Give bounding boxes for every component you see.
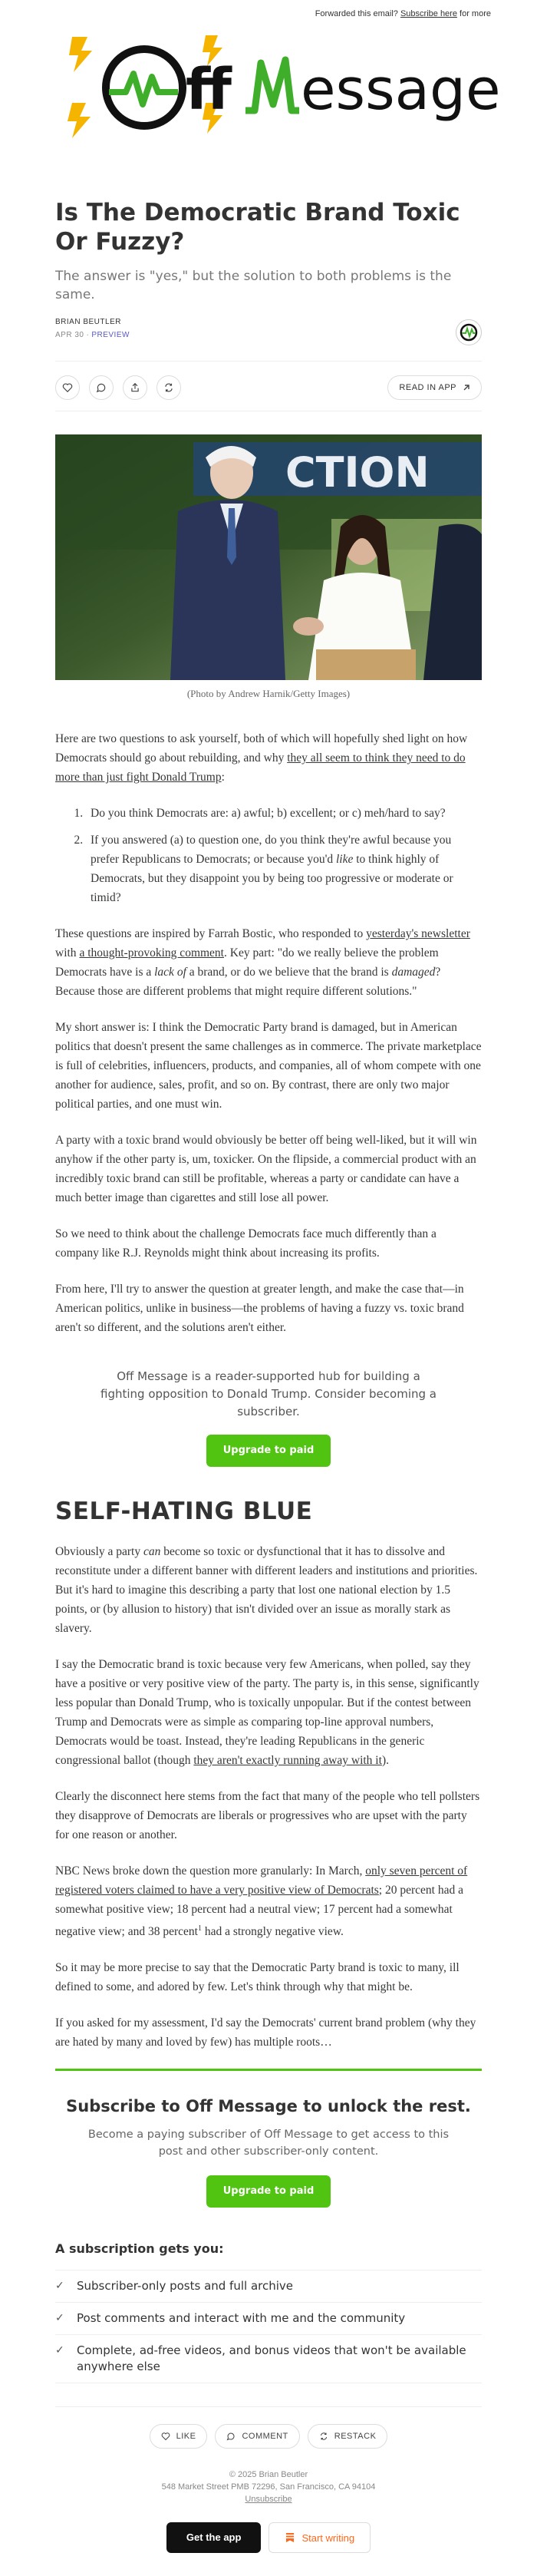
author-name[interactable]: BRIAN BEUTLER — [55, 318, 121, 326]
paragraph — [55, 1861, 482, 1941]
text: Here are two questions to ask yourself, both of which will hopefully shed light on how Democrats should go about rebuilding, and why — [55, 732, 468, 765]
post-title[interactable]: Is The Democratic Brand Toxic Or Fuzzy? — [55, 199, 460, 256]
text: had a strongly negative view. — [201, 1925, 344, 1939]
paragraph — [55, 1542, 482, 1638]
text: with — [55, 946, 80, 959]
check-icon: ✓ — [55, 2344, 64, 2357]
nbc-poll-link[interactable]: only seven percent of registered voters claimed to have a very positive view of Democrats — [55, 1864, 468, 1897]
paragraph: My short answer is: I think the Democratic Party brand is damaged, but in American politics that doesn't present the same challenges as in commerce. The private marketplace is full of celebrities, influencers, products, and companies, all of whom compete with one another for audience, sales, profit, and so on. By contrast, there are only two major political parties, and one must win. — [55, 1021, 482, 1111]
subscribe-here-link[interactable]: Subscribe here — [400, 9, 457, 18]
benefit-text: Subscriber-only posts and full archive — [77, 2279, 294, 2294]
paragraph: Clearly the disconnect here stems from the fact that many of the people who tell pollsters they disapprove of Democrats are liberals or progressives who are upset with the party for one reason or another. — [55, 1790, 480, 1841]
hero-photo[interactable] — [55, 434, 482, 680]
paragraph — [55, 924, 482, 1001]
subscription-benefits — [55, 2241, 482, 2383]
text: NBC News broke down the question more granularly: In March, — [55, 1864, 366, 1878]
emphasis: can — [143, 1545, 161, 1558]
paragraph: From here, I'll try to answer the question at greater length, and make the case that—in American politics, unlike in business—the problems of having a fuzzy vs. toxic brand aren't so different, and the solutions aren't either. — [55, 1283, 464, 1334]
paragraph: A party with a toxic brand would obviously be better off being well-liked, but it will win anyhow if the other party is, um, toxicker. On the flipside, a commercial product with an incredibly toxic brand can still be profitable, whereas a party or candidate can have a much better image than cigarettes and still lose all power. — [55, 1134, 477, 1204]
check-icon: ✓ — [55, 2312, 64, 2325]
text: . Key part: "do we really believe the problem Democrats have is a — [55, 946, 439, 979]
paragraph — [55, 1655, 482, 1770]
text: a brand, or do we believe that the brand is — [186, 966, 392, 979]
restack-button[interactable] — [156, 375, 181, 400]
list-item: 1. Do you think Democrats are: a) awful; b) excellent; or c) meh/hard to say? — [86, 804, 482, 823]
comment-button[interactable] — [89, 375, 114, 400]
text: These questions are inspired by Farrah Bostic, who responded to — [55, 927, 367, 940]
date-text: APR 30 — [55, 331, 84, 339]
restack-label: RESTACK — [334, 2432, 377, 2442]
comment-link[interactable]: a thought-provoking comment — [79, 946, 224, 959]
text: : — [221, 771, 225, 784]
get-the-app-button[interactable]: Get the app — [166, 2522, 262, 2553]
paragraph: If you asked for my assessment, I'd say the Democrats' current brand problem (why they are hated by many and loved by few) has multiple roots… — [55, 2016, 476, 2049]
benefits-heading: A subscription gets you: — [55, 2241, 224, 2257]
text: become so toxic or dysfunctional that it has to dissolve and reconstitute under a different banner with different leaders and institutions and priorities. But it's hard to imagine this describing a party that lost one national election by 1.5 points, or (by allusion to history) that isn't divided over an issue as morally stark as slavery. — [55, 1545, 478, 1635]
logo-text-off: ff — [186, 57, 232, 123]
questions-list — [55, 804, 482, 907]
comment-icon — [96, 382, 107, 393]
pulse-icon — [459, 322, 479, 342]
footer-like-button[interactable] — [150, 2424, 208, 2449]
footer-comment-button[interactable] — [215, 2424, 299, 2449]
unsubscribe-link[interactable]: Unsubscribe — [245, 2495, 292, 2505]
forward-suffix: for more — [460, 9, 491, 18]
forward-line — [0, 0, 537, 23]
arrow-up-right-icon — [463, 384, 470, 391]
post-body-continued — [55, 1542, 482, 2052]
fight-trump-link[interactable]: they all seem to think they need to do more than just fight Donald Trump — [55, 751, 466, 784]
restack-icon — [319, 2432, 328, 2441]
share-button[interactable] — [123, 375, 147, 400]
comment-label: COMMENT — [242, 2432, 288, 2442]
copyright: © 2025 Brian Beutler — [229, 2470, 308, 2480]
post-body — [55, 729, 482, 1337]
banner-text: CTION — [285, 448, 430, 497]
substack-icon — [285, 2532, 295, 2543]
date-separator: ∙ — [86, 331, 90, 339]
post-date — [55, 331, 482, 339]
logo-graphic — [61, 29, 501, 144]
bolt-icon — [68, 103, 91, 138]
publication-avatar[interactable] — [456, 319, 482, 345]
address: 548 Market Street PMB 72296, San Francisco, CA 94104 — [161, 2482, 376, 2492]
paragraph: So we need to think about the challenge Democrats face much differently than a company like R.J. Reynolds might think about increasing its profits. — [55, 1227, 437, 1260]
footer-actions — [55, 2406, 482, 2449]
emphasis: like — [336, 853, 354, 866]
forward-text: Forwarded this email? — [315, 9, 398, 18]
like-label: LIKE — [176, 2432, 196, 2442]
start-writing-button[interactable] — [268, 2522, 371, 2553]
text: If you answered (a) to question one, do you think they're awful because you prefer Republicans to Democrats; or because you'd — [91, 834, 452, 866]
generic-ballot-link[interactable]: they aren't exactly running away with it — [193, 1754, 382, 1767]
share-icon — [130, 382, 140, 393]
text: ). — [381, 1754, 389, 1767]
post-subtitle: The answer is "yes," but the solution to both problems is the same. — [55, 269, 452, 302]
logo-text-message: essage — [301, 57, 501, 123]
benefit-item — [55, 2271, 482, 2303]
text: ? Because those are different problems that might require different solutions." — [55, 966, 441, 998]
post-actions-bar — [55, 361, 482, 411]
check-icon: ✓ — [55, 2280, 64, 2293]
benefits-list — [55, 2270, 482, 2383]
read-in-app-button[interactable] — [387, 375, 482, 400]
text: I say the Democratic brand is toxic because very few Americans, when polled, say they have a positive or very positive view of the party. The party is, in this sense, significantly less popular than Donald Trump, who is toxically unpopular. But if the contest between Trump and Democrats were as simple as comparing top-line approval numbers, Democrats would be toast. Instead, they're leading Republicans in the generic congressional ballot (though — [55, 1658, 479, 1767]
footnote-marker[interactable]: 1 — [197, 1924, 202, 1933]
text: ; 20 percent had a somewhat positive view; 18 percent had a neutral view; 17 percent had a somewhat negative view; and 38 percent — [55, 1884, 463, 1939]
heart-icon — [161, 2432, 170, 2441]
byline — [55, 318, 482, 353]
benefit-text: Complete, ad-free videos, and bonus videos that won't be available anywhere else — [77, 2343, 466, 2374]
start-writing-label: Start writing — [301, 2531, 355, 2544]
preview-label: PREVIEW — [91, 331, 130, 339]
app-buttons — [55, 2522, 482, 2553]
hero-photo-image — [55, 434, 482, 680]
text: Obviously a party — [55, 1545, 143, 1558]
restack-icon — [163, 382, 174, 393]
paywall-subtext: Become a paying subscriber of Off Message to get access to this post and other subscriber-only content. — [87, 2129, 450, 2158]
benefit-item — [55, 2303, 482, 2335]
upgrade-to-paid-button[interactable]: Upgrade to paid — [206, 1435, 331, 1467]
read-in-app-label: READ IN APP — [399, 383, 456, 392]
subscribe-promo-text: Off Message is a reader-supported hub for building a fighting opposition to Donald Trump. Consider becoming a subscriber. — [100, 1369, 437, 1418]
bolt-icon — [69, 37, 92, 72]
paywall-upgrade-button[interactable]: Upgrade to paid — [206, 2175, 331, 2208]
benefit-item — [55, 2335, 482, 2383]
heart-icon — [62, 382, 73, 393]
list-item — [86, 831, 482, 907]
comment-icon — [226, 2432, 236, 2441]
emphasis: damaged — [391, 966, 436, 979]
paywall — [55, 2069, 482, 2208]
off-message-logo[interactable] — [0, 23, 537, 154]
yesterdays-newsletter-link[interactable]: yesterday's newsletter — [366, 927, 470, 940]
like-button[interactable] — [55, 375, 80, 400]
footer-restack-button[interactable] — [308, 2424, 388, 2449]
text: to think highly of Democrats, but they disappoint you by being too progressive or moderate or timid? — [91, 853, 453, 904]
section-heading: SELF-HATING BLUE — [55, 1498, 313, 1525]
emphasis: lack of — [154, 966, 186, 979]
photo-caption: (Photo by Andrew Harnik/Getty Images) — [186, 688, 351, 699]
paragraph — [55, 729, 482, 787]
paragraph: So it may be more precise to say that the Democratic Party brand is toxic to many, ill defined to some, and adored by few. Let's think through why that might be. — [55, 1961, 460, 1994]
paywall-heading: Subscribe to Off Message to unlock the rest. — [66, 2097, 471, 2116]
footer-info — [55, 2469, 482, 2505]
benefit-text: Post comments and interact with me and the community — [77, 2311, 406, 2326]
